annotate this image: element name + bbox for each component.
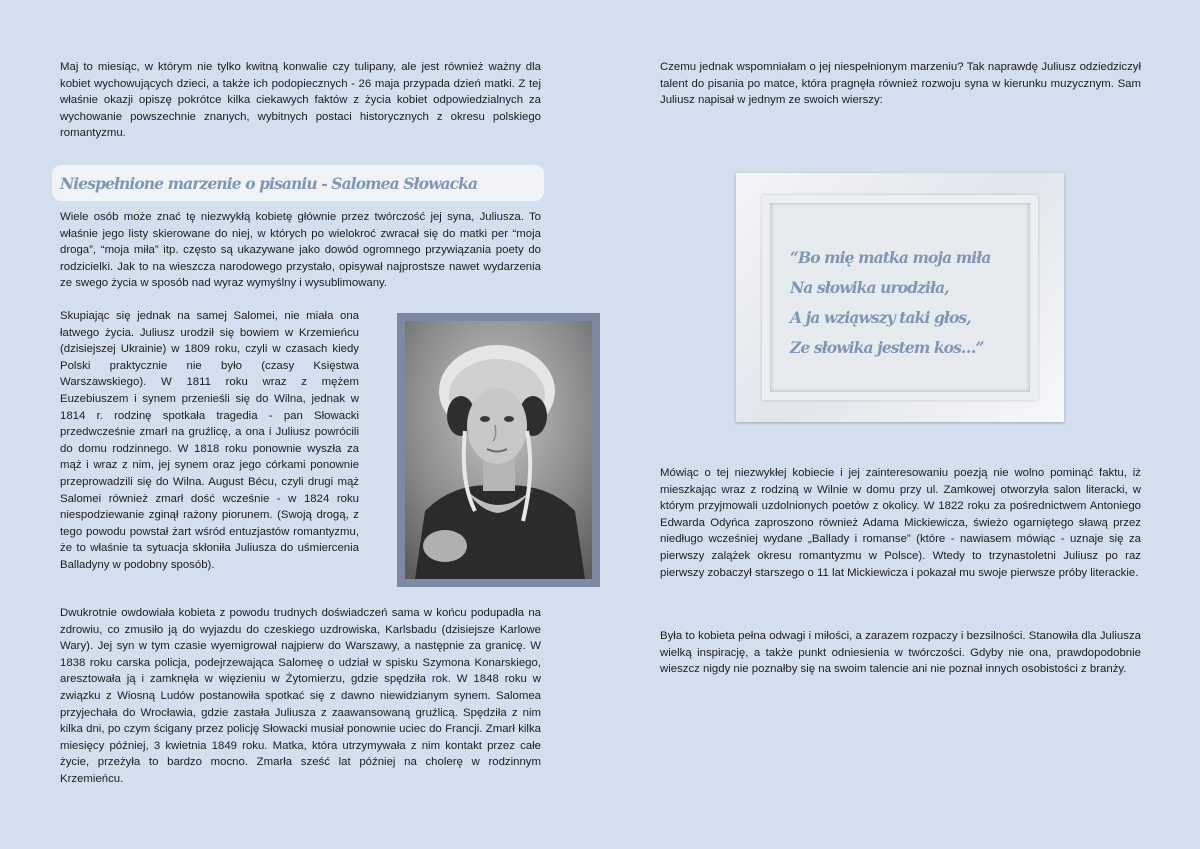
poem-picture-frame: [736, 173, 1064, 422]
poem-line: “Bo mię matka moja miła: [790, 248, 991, 267]
section-heading-box: [52, 165, 544, 201]
paragraph-literary-salon: Mówiąc o tej niezwykłej kobiecie i jej zainteresowaniu poezją nie wolno pominąć faktu, iż mieszkając wraz z rodziną w Wilnie w domu przy ul. Zamkowej otworzyła salon literacki, w którym przyjmowali uzdolnionych poetów z okolicy. W 1822 roku za pośrednictwem Antoniego Edwarda Odyńca zaproszono również Adama Mickiewicza, świeżo ogarniętego sławą przez niedługo wcześniej wydane „Ballady i romanse” (które - nawiasem mówiąc - uznaje się za pierwszy zalążek okresu romantyzmu w Polsce). Wtedy to trzynastoletni Juliusz po raz pierwszy zobaczył starszego o 11 lat Mickiewicza i pokazał mu swoje pierwsze próby literackie.: [660, 467, 1141, 579]
salomea-portrait-image: [405, 321, 592, 579]
portrait-frame: [397, 313, 600, 587]
intro-paragraph: Maj to miesiąc, w którym nie tylko kwitną konwalie czy tulipany, ale jest również ważny dla kobiet wychowujących dzieci, a także ich podopiecznych - 26 maja przypada dzień matki. Z tej właśnie okazji opiszę pokrótce kilka ciekawych faktów z życia kobiet odpowiedzialnych za wychowanie powszechnie znanych, wybitnych postaci historycznych z okresu polskiego romantyzmu.: [60, 61, 541, 140]
section-heading: Niespełnione marzenie o pisaniu - Salomea Słowacka: [60, 173, 478, 193]
poem-line: A ja wziąwszy taki głos,: [790, 308, 971, 327]
paragraph-life-story: Skupiając się jednak na samej Salomei, nie miała ona łatwego życia. Juliusz urodził się bowiem w Krzemieńcu (dzisiejszej Ukrainie) w 1809 roku, czyli w czasach kiedy Polski praktycznie nie było (czasy Księstwa Warszawskiego). W 1811 roku wraz z mężem Euzebiuszem i synem przenieśli się do Wilna, jednak w 1814 r. rodzinę spotkała tragedia - pan Słowacki przedwcześnie zmarł na gruźlicę, a ona i Juliusz powrócili do domu rodzinnego. W 1818 roku ponownie wyszła za mąż i wraz z nim, jej synem oraz jego córkami ponownie przeprowadzili się do Wilna. August Bécu, czyli drugi mąż Salomei również zmarł dość wcześnie - w 1824 roku niespodziewanie zginął rażony piorunem. (Swoją drogą, z tego powodu powstał żart wśród entuzjastów romantyzmu, że to właśnie ta sytuacja skłoniła Juliusza do uśmiercenia Balladyny w podobny sposób).: [60, 310, 359, 571]
poem-canvas: [762, 195, 1038, 400]
paragraph-reputation: Wiele osób może znać tę niezwykłą kobietę głównie przez twórczość jej syna, Juliusza. To właśnie jego listy skierowane do niej, w których po wielokroć zwracał się do matki per “moja droga”, “moja miła” itp. często są ukazywane jako dowód ogromnego przywiązania poety do rodzicielki. Jak to na wieszcza narodowego przystało, opisywał najprostsze nawet wydarzenia ze swego życia w sposób nad wyraz wymyślny i wysublimowany.: [60, 211, 541, 290]
poem-line: Ze słowika jestem kos…”: [790, 338, 984, 357]
paragraph-conclusion: Była to kobieta pełna odwagi i miłości, a zarazem rozpaczy i bezsilności. Stanowiła dla Juliusza wielką inspirację, a także punkt odniesienia w twórczości. Gdyby nie ona, prawdopodobnie wieszcz nigdy nie poznałby się na swoim talencie ani nie poznał innych osobistości z branży.: [660, 630, 1141, 676]
poem-quote: [790, 243, 990, 363]
poem-line: Na słowika urodziła,: [790, 278, 949, 297]
paragraph-later-life: Dwukrotnie owdowiała kobieta z powodu trudnych doświadczeń sama w końcu podupadła na zdrowiu, co zmusiło ją do wyjazdu do czeskiego uzdrowiska, Karlsbadu (dzisiejsze Karlowe Wary). Jej syn w tym czasie wyemigrował najpierw do Warszawy, a następnie za granicę. W 1838 roku carska policja, podejrzewająca Salomeę o udział w spisku Szymona Konarskiego, aresztowała ją i zamknęła w więzieniu w Żytomierzu, gdzie spędziła rok. W 1848 roku w związku z Wiosną Ludów postanowiła spotkać się z dawno niewidzianym synem. Salomea przyjechała do Wrocławia, gdzie zastała Juliusza z zaawansowaną gruźlicą. Spędziła z nim kilka dni, po czym ścigany przez policję Słowacki musiał ponownie uciec do Francji. Zmarł kilka miesięcy później, 3 kwietnia 1849 roku. Matka, która utrzymywała z nim kontakt przez całe życie, przeżyła to bardzo mocno. Zmarła sześć lat później na cholerę w rodzinnym Krzemieńcu.: [60, 607, 541, 785]
paragraph-unfulfilled-dream: Czemu jednak wspomniałam o jej niespełnionym marzeniu? Tak naprawdę Juliusz odziedziczył talent do pisania po matce, która pragnęła również rozwoju syna w kierunku muzycznym. Sam Juliusz napisał w jednym ze swoich wierszy:: [660, 61, 1141, 107]
